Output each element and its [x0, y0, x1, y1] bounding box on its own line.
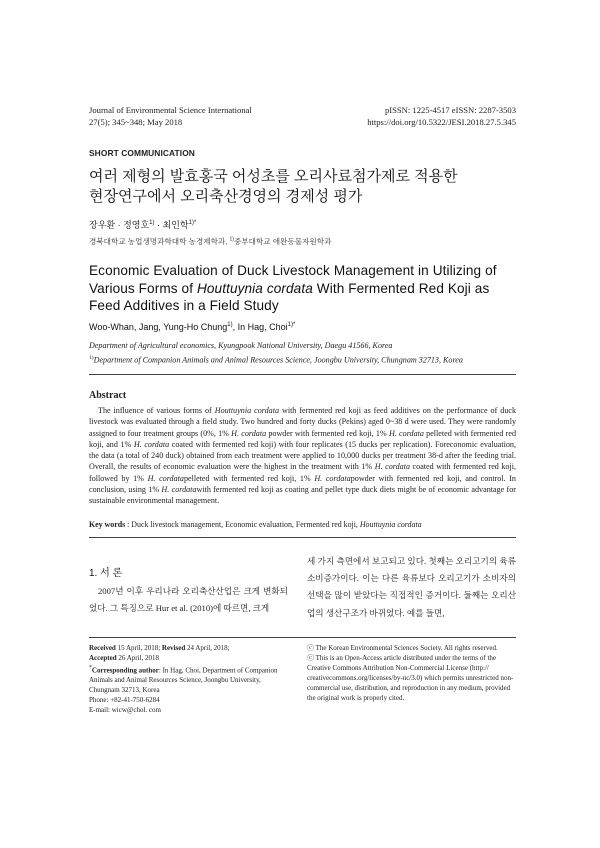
received-line — [89, 643, 288, 653]
abstract-text: powder with fermented red koji, and control. In conclusion, using 1% — [89, 473, 516, 495]
abstract-species: H. cordata — [133, 439, 170, 449]
abstract-species: H. cordata — [147, 473, 184, 483]
accepted-label: Accepted — [89, 654, 117, 662]
korean-affil-sup: 1) — [229, 236, 234, 243]
abstract-text: The influence of various forms of — [98, 406, 215, 415]
english-title-species: Houttuynia cordata — [196, 280, 313, 296]
revised-label: Revised — [161, 644, 186, 652]
footnote-left — [89, 643, 288, 715]
divider-keywords — [89, 537, 516, 538]
abstract-species: H. cordata — [388, 428, 424, 438]
license-notice: ⓒ This is an Open-Access article distributed under the terms of the Creative Commons Attribution Non-Commercial License (http:// creativecommons.org/licenses/by-nc/3.0) which permits unrestricted non-commercial use, distribution, and reproduction in any medium, provided the original work is properly cited. — [307, 654, 514, 702]
abstract-text: pelleted with fermented red koji, 1% — [183, 473, 315, 483]
intro-right-column: 세 가지 측면에서 보고되고 있다. 첫째는 오리고기의 육류소비증가이다. 이는 다른 육류보다 오리고기가 소비자의 선택을 많이 받았다는 직접적인 증거이다. 둘째는 오리산업의 생산구조가 바뀌었다. 예를 들면, — [307, 556, 516, 618]
korean-title — [89, 167, 519, 207]
korean-affiliation — [89, 236, 331, 247]
phone: Phone: +82-41-750-6284 — [89, 696, 160, 705]
volume-pages: 27(5); 345~348; May 2018 — [89, 116, 183, 127]
journal-header-left — [89, 105, 252, 128]
intro-heading: 1. 서 론 — [89, 568, 123, 579]
divider-footnote — [89, 637, 516, 638]
corresponding-line — [89, 663, 288, 695]
intro-left-column: 2007년 이후 우리나라 오리축산산업은 크게 변화되었다. 그 특징으로 Hur et al. (2010)에 따르면, 크게 — [89, 586, 288, 614]
english-title-part2: With Fermented Red Koji as Feed Additives in a Field Study — [89, 280, 490, 313]
issn: pISSN: 1225-4517 eISSN: 2287-3503 — [384, 105, 516, 115]
abstract-text: with fermented red koji as coating and pellet type duck diets might be of economic advantage for sustainable environmental management. — [89, 485, 516, 506]
english-affil-2: Department of Companion Animals and Animal Resources Science, Joongbu University, Chungnam 32713, Korea — [93, 355, 463, 365]
korean-authors — [89, 218, 196, 231]
section-tag: SHORT COMMUNICATION — [89, 148, 195, 158]
korean-title-line1: 여러 제형의 발효홍국 어성초를 오리사료첨가제로 적용한 — [89, 168, 458, 185]
english-author-sup2: 1)* — [287, 322, 296, 328]
keywords — [89, 520, 516, 529]
abstract-species: H. cordata — [161, 485, 197, 495]
received-label: Received — [89, 644, 116, 652]
english-author-names: Woo-Whan, Jang, Yung-Ho Chung — [89, 322, 228, 332]
journal-header-right — [367, 105, 516, 128]
received-date: 15 April, 2018; — [115, 644, 162, 652]
korean-title-line2: 현장연구에서 오리축산경영의 경제성 평가 — [89, 188, 363, 205]
english-affil-2-line — [89, 352, 529, 367]
abstract-body — [89, 405, 516, 507]
korean-affil-1: 경북대학교 농업생명과학대학 농경제학과, — [89, 237, 230, 246]
revised-date: 24 April, 2018; — [185, 644, 230, 652]
email[interactable]: E-mail: wicw@chol. com — [89, 706, 161, 715]
keywords-text: : Duck livestock management, Economic evaluation, Fermented red koji, — [125, 520, 360, 529]
abstract-text: coated with fermented red koji, followed by 1% — [89, 462, 516, 483]
abstract-text: powder with fermented red koji, 1% — [266, 428, 389, 438]
abstract-text: coated with fermented red koji) with four replicates (15 ducks per replication). Foreconomic evaluation, the data (a total of 240 duck) obtained from each treatment were applied to 10,000 ducks per treatment 38-d after the feeding trial. Overall, the results of economic evaluation were the highest in the treatment with 1% — [89, 439, 516, 472]
abstract-species: Houttuynia cordata — [214, 406, 279, 415]
abstract-species: H. cordata — [231, 428, 267, 438]
english-title — [89, 262, 519, 315]
corresponding-sup: * — [89, 665, 92, 671]
abstract-heading: Abstract — [89, 390, 127, 401]
english-affil-1: Department of Agricultural economics, Kyungpook National University, Daegu 41566, Korea — [89, 341, 393, 350]
korean-affil-2: 중부대학교 애완동물자원학과 — [233, 237, 332, 246]
divider-top — [89, 374, 516, 375]
english-author-last: , In Hag, Choi — [232, 322, 288, 332]
english-authors — [89, 322, 295, 332]
keywords-species: Houttuynia cordata — [359, 520, 422, 529]
english-affiliations — [89, 339, 529, 367]
english-affil-2-sup: 1) — [89, 355, 94, 361]
accepted-date: 26 April, 2018 — [116, 654, 159, 662]
footnote-right — [307, 643, 519, 703]
abstract-text: with fermented red koji as feed additives on the performance of duck livestock was evaluated through a field study. Two hundred and forty ducks (Pekins) aged 0~38 d were used. They were randomly assigned to four treatment groups (0%, 1% — [89, 406, 516, 438]
abstract-species: H. cordata — [374, 462, 411, 472]
english-author-sup1: 1) — [227, 322, 233, 328]
accepted-line — [89, 653, 288, 663]
corresponding-text: : In Hag, Choi, Department of Companion Animals and Animal Resources Science, Joongbu University, Chungnam 32713, Korea — [89, 666, 278, 695]
abstract-species: H. cordata — [314, 473, 351, 483]
doi-link[interactable]: https://doi.org/10.5322/JESI.2018.27.5.345 — [367, 116, 516, 127]
keywords-label: Key words — [89, 520, 126, 529]
journal-name: Journal of Environmental Science International — [89, 105, 252, 115]
copyright-notice: ⓒ The Korean Environmental Sciences Society. All rights reserved. — [307, 644, 498, 652]
korean-author-sup2: 1)* — [188, 220, 197, 226]
english-title-part1: Economic Evaluation of Duck Livestock Management in Utilizing of Various Forms of — [89, 263, 497, 296]
corresponding-label: Corresponding author — [91, 666, 159, 675]
abstract-text: pelleted with fermented red koji, and 1% — [89, 428, 516, 449]
korean-author-sup1: 1) — [149, 220, 155, 226]
korean-author-last: · 최인학 — [154, 220, 189, 230]
korean-author-names: 장우환 · 정영호 — [89, 220, 150, 230]
